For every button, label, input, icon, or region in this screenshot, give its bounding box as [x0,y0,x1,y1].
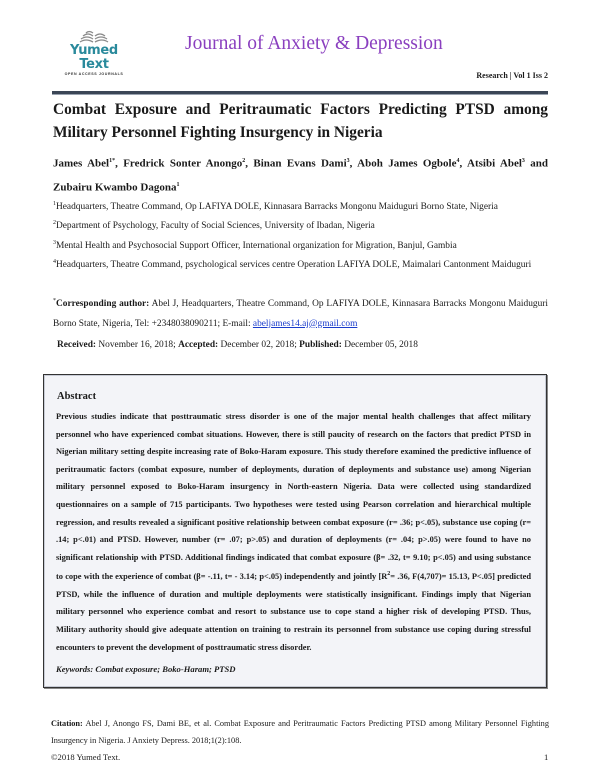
article-dates [57,340,418,350]
abstract-text-rest: = .36, F(4,707)= 15.13, P<.05] predicted PTSD, while the influence of duration and multiple deployments were statistically insignificant. Findings imply that Nigerian military personnel who experience combat and resort to substance use to cope stand a higher risk of developing PTSD. Thus, Military authority should give adequate attention on training to restrain its personnel from substance use coping during stressful encounters to prevent the development of posttraumatic stress disorder. [56,572,531,652]
author: James Abel [53,157,110,170]
received-label: Received: [57,340,97,350]
affiliation-number: 4 [53,259,56,265]
abstract-body [56,408,531,656]
affiliation-text: Headquarters, Theatre Command, psychological services centre Operation LAFIYA DOLE, Maimalari Cantonment Maiduguri [56,260,532,271]
logo-tagline: OPEN ACCESS JOURNALS [64,72,124,76]
title-line-1: Combat Exposure and Peritraumatic Factors Predicting PTSD among [53,101,548,118]
article-title [53,98,548,144]
abstract-sup: 2 [387,571,391,578]
author: Aboh James Ogbole [357,157,457,170]
published-date: December 05, 2018 [344,340,418,350]
author-list: James Abel$^{1*}$, Fredrick Sonter Anongo$^2$, Binan Evans Dami$^3$, Aboh James Ogbole$^4$, Atsibi Abel$^3$ and Zubairu Kwambo Dagona$^1$ [53,157,548,194]
author-sup: 3 [346,158,350,164]
corresponding-label: Corresponding author: [56,299,150,310]
journal-title: Journal of Anxiety & Depression [185,33,443,54]
received-date: November 16, 2018; [98,340,176,350]
author-sup: 3 [521,158,525,164]
affiliation-text: Mental Health and Psychosocial Support Officer, International organization for Migration, Banjul, Gambia [56,241,457,252]
copyright: ©2018 Yumed Text. [51,752,121,762]
logo-name: Yumed Text [70,43,118,72]
affiliation-text: Department of Psychology, Faculty of Social Sciences, University of Ibadan, Nigeria [56,221,375,232]
author: Atsibi Abel [467,157,522,170]
citation-text: Abel J, Anongo FS, Dami BE, et al. Combat Exposure and Peritraumatic Factors Predicting PTSD among Military Personnel Fighting Insurgency in Nigeria. J Anxiety Depress. 2018;1(2):108. [51,719,549,745]
accepted-date: December 02, 2018; [220,340,297,350]
citation [51,715,549,749]
authors-and: and [530,157,548,170]
citation-label: Citation: [51,719,83,728]
affiliation-number: 3 [53,240,56,246]
affiliation-number: 1 [53,201,56,207]
author: Zubairu Kwambo Dagona [53,181,177,194]
abstract-text: Previous studies indicate that posttraumatic stress disorder is one of the major mental health challenges that affect military personnel who have experienced combat situations. However, there is still paucity of research on the factors that predict PTSD in Nigerian military setting despite increasing rate of Boko-Haram exposure. This study therefore examined the predictive influence of peritraumatic factors (combat exposure, number of deployments, duration of deployments and substance use) among Nigerian military personnel exposed to Boko-Haram insurgency in North-eastern Nigeria. Data were collected using standardized questionnaires on a sample of 715 participants. Two hypotheses were tested using Pearson correlation and hierarchical multiple regression, and results revealed a significant positive relationship between combat exposure (r= .36; p<.05), substance use coping (r= .14; p<.01) and PTSD. However, number (r= .07; p>.05) and duration of deployments (r= .04; p>.05) were found to have no significant relationship with PTSD. Additional findings indicated that combat exposure (β= .32, t= 9.10; p<.05) and using substance to cope with the experience of combat (β= -.11, t= - 3.14; p<.05) independently and jointly [R [56,412,531,582]
publisher-logo [54,28,134,76]
books-icon [77,28,111,44]
affiliation-text: Headquarters, Theatre Command, Op LAFIYA DOLE, Kinnasara Barracks Mongonu Maiduguri Borno State, Nigeria [56,202,498,213]
author-sup: 2 [242,158,246,164]
affiliation [53,214,548,236]
page-number: 1 [544,752,549,762]
affiliation-number: 2 [53,220,56,226]
published-label: Published: [299,340,342,350]
article-section: Research | Vol 1 Iss 2 [476,71,548,80]
header-divider [52,91,548,95]
corresponding-text: Abel J, Headquarters, Theatre Command, Op LAFIYA DOLE, Kinnasara Barracks Mongonu Maiduguri Borno State, Nigeria, Tel: +2348038090211; E-mail: [53,299,549,329]
abstract-heading: Abstract [57,391,97,402]
author-sup: 1* [109,158,116,164]
title-line-2: Military Personnel Fighting Insurgency in Nigeria [53,124,383,141]
email-link[interactable]: abeljames14.aj@gmail.com [252,318,358,329]
author: Fredrick Sonter Anongo [123,157,243,170]
corresponding-author: *Corresponding author: Abel J, Headquarters, Theatre Command, Op LAFIYA DOLE, Kinnasara Barracks Mongonu Maiduguri Borno State, Nigeria, Tel: +2348038090211; E-mail: abeljames14.aj@gmail.com [53,298,549,329]
affiliation [53,253,548,275]
author: Binan Evans Dami [253,157,347,170]
accepted-label: Accepted: [178,340,219,350]
keywords: Keywords: Combat exposure; Boko-Haram; PTSD [56,664,236,674]
author-sup: 1 [176,181,180,188]
author-sup: 4 [456,158,460,164]
